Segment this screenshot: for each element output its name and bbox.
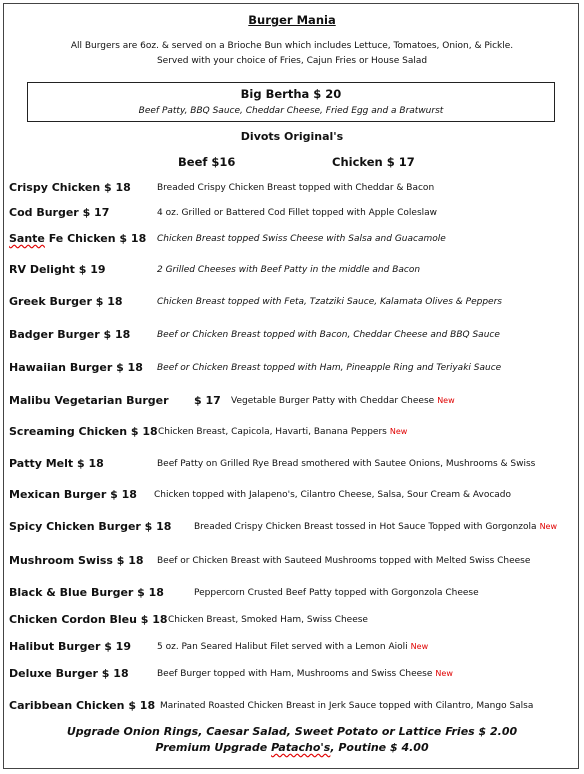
premium-text: Premium Upgrade: [155, 741, 272, 754]
item-description: Peppercorn Crusted Beef Patty topped with Gorgonzola Cheese: [194, 588, 479, 598]
item-name: Deluxe Burger $ 18: [9, 667, 129, 680]
section-title: Divots Original's: [240, 130, 344, 143]
intro-line-1: All Burgers are 6oz. & served on a Brioche Bun which includes Lettuce, Tomatoes, Onion, & Pickle.: [70, 41, 514, 51]
price-beef: Beef $16: [178, 155, 236, 169]
item-name: [9, 232, 146, 245]
item-name: Black & Blue Burger $ 18: [9, 586, 164, 599]
new-badge: New: [435, 669, 453, 678]
new-badge: New: [410, 642, 429, 651]
item-name: Greek Burger $ 18: [9, 295, 123, 308]
item-name: Mexican Burger $ 18: [9, 488, 137, 501]
item-name: Crispy Chicken $ 18: [9, 181, 131, 194]
item-description: Chicken topped with Jalapeno's, Cilantro Cheese, Salsa, Sour Cream & Avocado: [154, 490, 512, 500]
item-description: 2 Grilled Cheeses with Beef Patty in the middle and Bacon: [157, 265, 421, 275]
upgrade-line: Upgrade Onion Rings, Caesar Salad, Sweet Potato or Lattice Fries $ 2.00: [66, 725, 518, 738]
premium-text: , Poutine $ 4.00: [330, 741, 429, 754]
item-description: Chicken Breast, Smoked Ham, Swiss Cheese: [168, 615, 368, 625]
item-description: [158, 427, 407, 437]
item-name: Cod Burger $ 17: [9, 206, 110, 219]
item-description: [194, 522, 557, 532]
item-name: Spicy Chicken Burger $ 18: [9, 520, 172, 533]
menu-title: Burger Mania: [248, 13, 336, 27]
item-name: Halibut Burger $ 19: [9, 640, 131, 653]
item-name-part: Sante: [9, 232, 45, 245]
price-chicken: Chicken $ 17: [332, 155, 415, 169]
item-description: Chicken Breast topped with Feta, Tzatziki Sauce, Kalamata Olives & Peppers: [157, 297, 502, 307]
featured-box: [27, 82, 555, 122]
item-description-text: Chicken Breast, Capicola, Havarti, Banana Peppers: [158, 427, 387, 437]
item-name: Caribbean Chicken $ 18: [9, 699, 156, 712]
new-badge: New: [539, 522, 558, 531]
item-description: Beef Patty on Grilled Rye Bread smothered with Sautee Onions, Mushrooms & Swiss: [157, 459, 536, 469]
item-description: [157, 669, 453, 679]
new-badge: New: [389, 427, 408, 436]
item-name: Screaming Chicken $ 18: [9, 425, 158, 438]
item-price: $ 17: [194, 394, 221, 407]
item-description-text: Vegetable Burger Patty with Cheddar Cheese: [231, 396, 435, 406]
premium-upgrade-line: [0, 741, 584, 754]
item-description: Marinated Roasted Chicken Breast in Jerk Sauce topped with Cilantro, Mango Salsa: [160, 701, 534, 711]
featured-title: Big Bertha $ 20: [240, 87, 342, 101]
item-description: [231, 396, 455, 406]
item-description-text: Beef Burger topped with Ham, Mushrooms and Swiss Cheese: [157, 669, 433, 679]
item-description: Breaded Crispy Chicken Breast topped with Cheddar & Bacon: [157, 183, 435, 193]
item-name: Chicken Cordon Bleu $ 18: [9, 613, 168, 626]
item-description-text: 5 oz. Pan Seared Halibut Filet served with a Lemon Aioli: [157, 642, 408, 652]
item-description: [157, 642, 428, 652]
item-description: Chicken Breast topped Swiss Cheese with Salsa and Guacamole: [157, 234, 446, 244]
item-name: Badger Burger $ 18: [9, 328, 131, 341]
item-name: RV Delight $ 19: [9, 263, 106, 276]
premium-item: Patacho's: [271, 741, 331, 754]
intro-line-2: Served with your choice of Fries, Cajun Fries or House Salad: [156, 56, 428, 66]
featured-description: Beef Patty, BBQ Sauce, Cheddar Cheese, Fried Egg and a Bratwurst: [138, 106, 444, 116]
item-description: Beef or Chicken Breast topped with Ham, Pineapple Ring and Teriyaki Sauce: [157, 363, 502, 373]
item-description: Beef or Chicken Breast with Sauteed Mushrooms topped with Melted Swiss Cheese: [157, 556, 531, 566]
item-description-text: Breaded Crispy Chicken Breast tossed in Hot Sauce Topped with Gorgonzola: [194, 522, 537, 532]
item-name: Patty Melt $ 18: [9, 457, 104, 470]
item-description: Beef or Chicken Breast topped with Bacon, Cheddar Cheese and BBQ Sauce: [157, 330, 500, 340]
item-name: Hawaiian Burger $ 18: [9, 361, 143, 374]
item-name-part: Fe Chicken $ 18: [44, 232, 147, 245]
new-badge: New: [437, 396, 455, 405]
item-name: Malibu Vegetarian Burger: [9, 394, 169, 407]
item-description: 4 oz. Grilled or Battered Cod Fillet topped with Apple Coleslaw: [157, 208, 438, 218]
item-name: Mushroom Swiss $ 18: [9, 554, 144, 567]
